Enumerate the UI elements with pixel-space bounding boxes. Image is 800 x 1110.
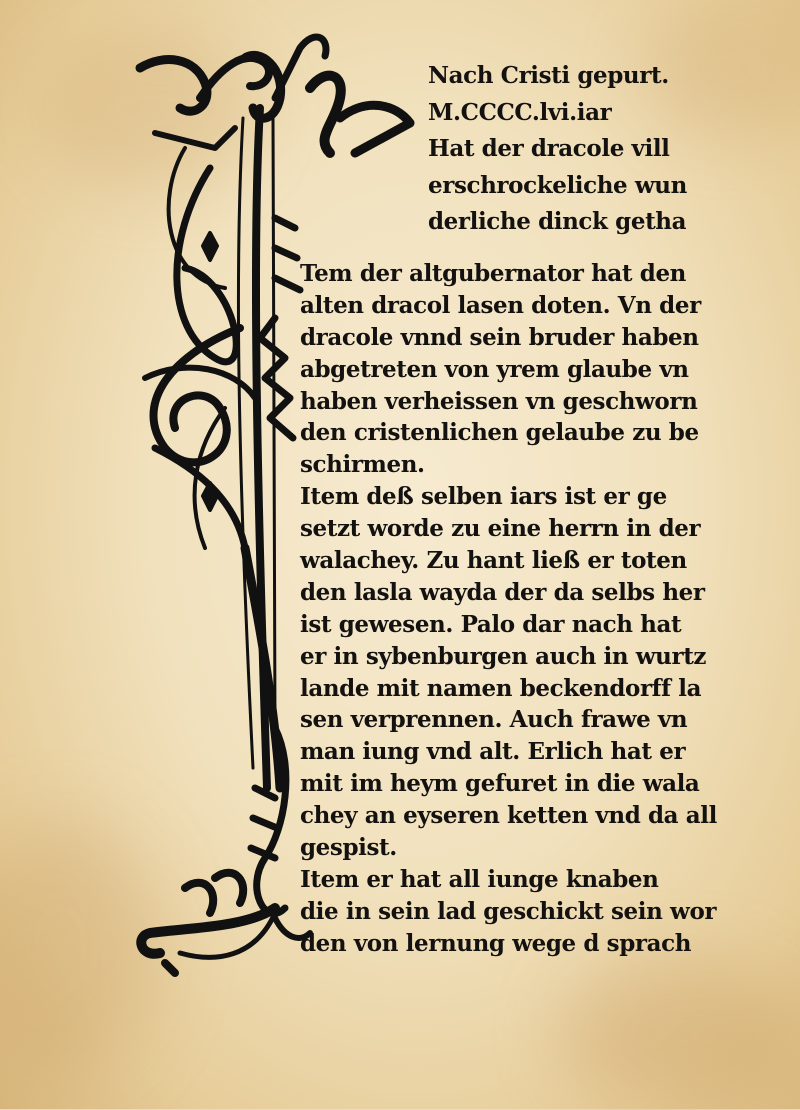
- heading-line: M.CCCC.lvi.iar: [428, 98, 612, 126]
- text-line: man iung vnd alt. Erlich hat er: [300, 738, 686, 766]
- text-line: alten dracol lasen doten. Vn der: [300, 291, 701, 319]
- text-line: dracole vnnd sein bruder haben: [300, 323, 699, 351]
- heading-line: Nach Cristi gepurt.: [428, 62, 669, 89]
- text-line: haben verheissen vn geschworn: [300, 387, 698, 415]
- text-line: setzt worde zu eine herrn in der: [300, 515, 701, 543]
- text-line: gespist.: [300, 834, 397, 862]
- text-line: abgetreten von yrem glaube vn: [300, 355, 689, 383]
- text-line: ist gewesen. Palo dar nach hat: [300, 610, 682, 638]
- heading-line: derliche dinck getha: [428, 208, 687, 235]
- heading-line: erschrockeliche wun: [428, 171, 687, 199]
- text-line: die in sein lad geschickt sein wor: [300, 897, 717, 925]
- text-line: den lasla wayda der da selbs her: [300, 578, 705, 606]
- text-line: er in sybenburgen auch in wurtz: [300, 642, 707, 670]
- text-line: Item deß selben iars ist er ge: [300, 483, 667, 511]
- text-line: schirmen.: [300, 451, 425, 479]
- text-line: den von lernung wege d sprach: [300, 929, 692, 957]
- text-line: Tem der altgubernator hat den: [300, 260, 687, 287]
- chapter-heading: [428, 58, 778, 241]
- body-text-block: [300, 258, 770, 960]
- text-line: Item er hat all iunge knaben: [300, 865, 659, 893]
- heading-line: Hat der dracole vill: [428, 135, 670, 162]
- paper-stain: [560, 960, 800, 1110]
- text-line: den cristenlichen gelaube zu be: [300, 419, 699, 447]
- text-line: mit im heym gefuret in die wala: [300, 770, 700, 798]
- text-line: lande mit namen beckendorff la: [300, 674, 702, 702]
- text-line: sen verprennen. Auch frawe vn: [300, 706, 688, 734]
- text-line: walachey. Zu hant ließ er toten: [300, 547, 687, 575]
- text-line: chey an eyseren ketten vnd da all: [300, 802, 717, 830]
